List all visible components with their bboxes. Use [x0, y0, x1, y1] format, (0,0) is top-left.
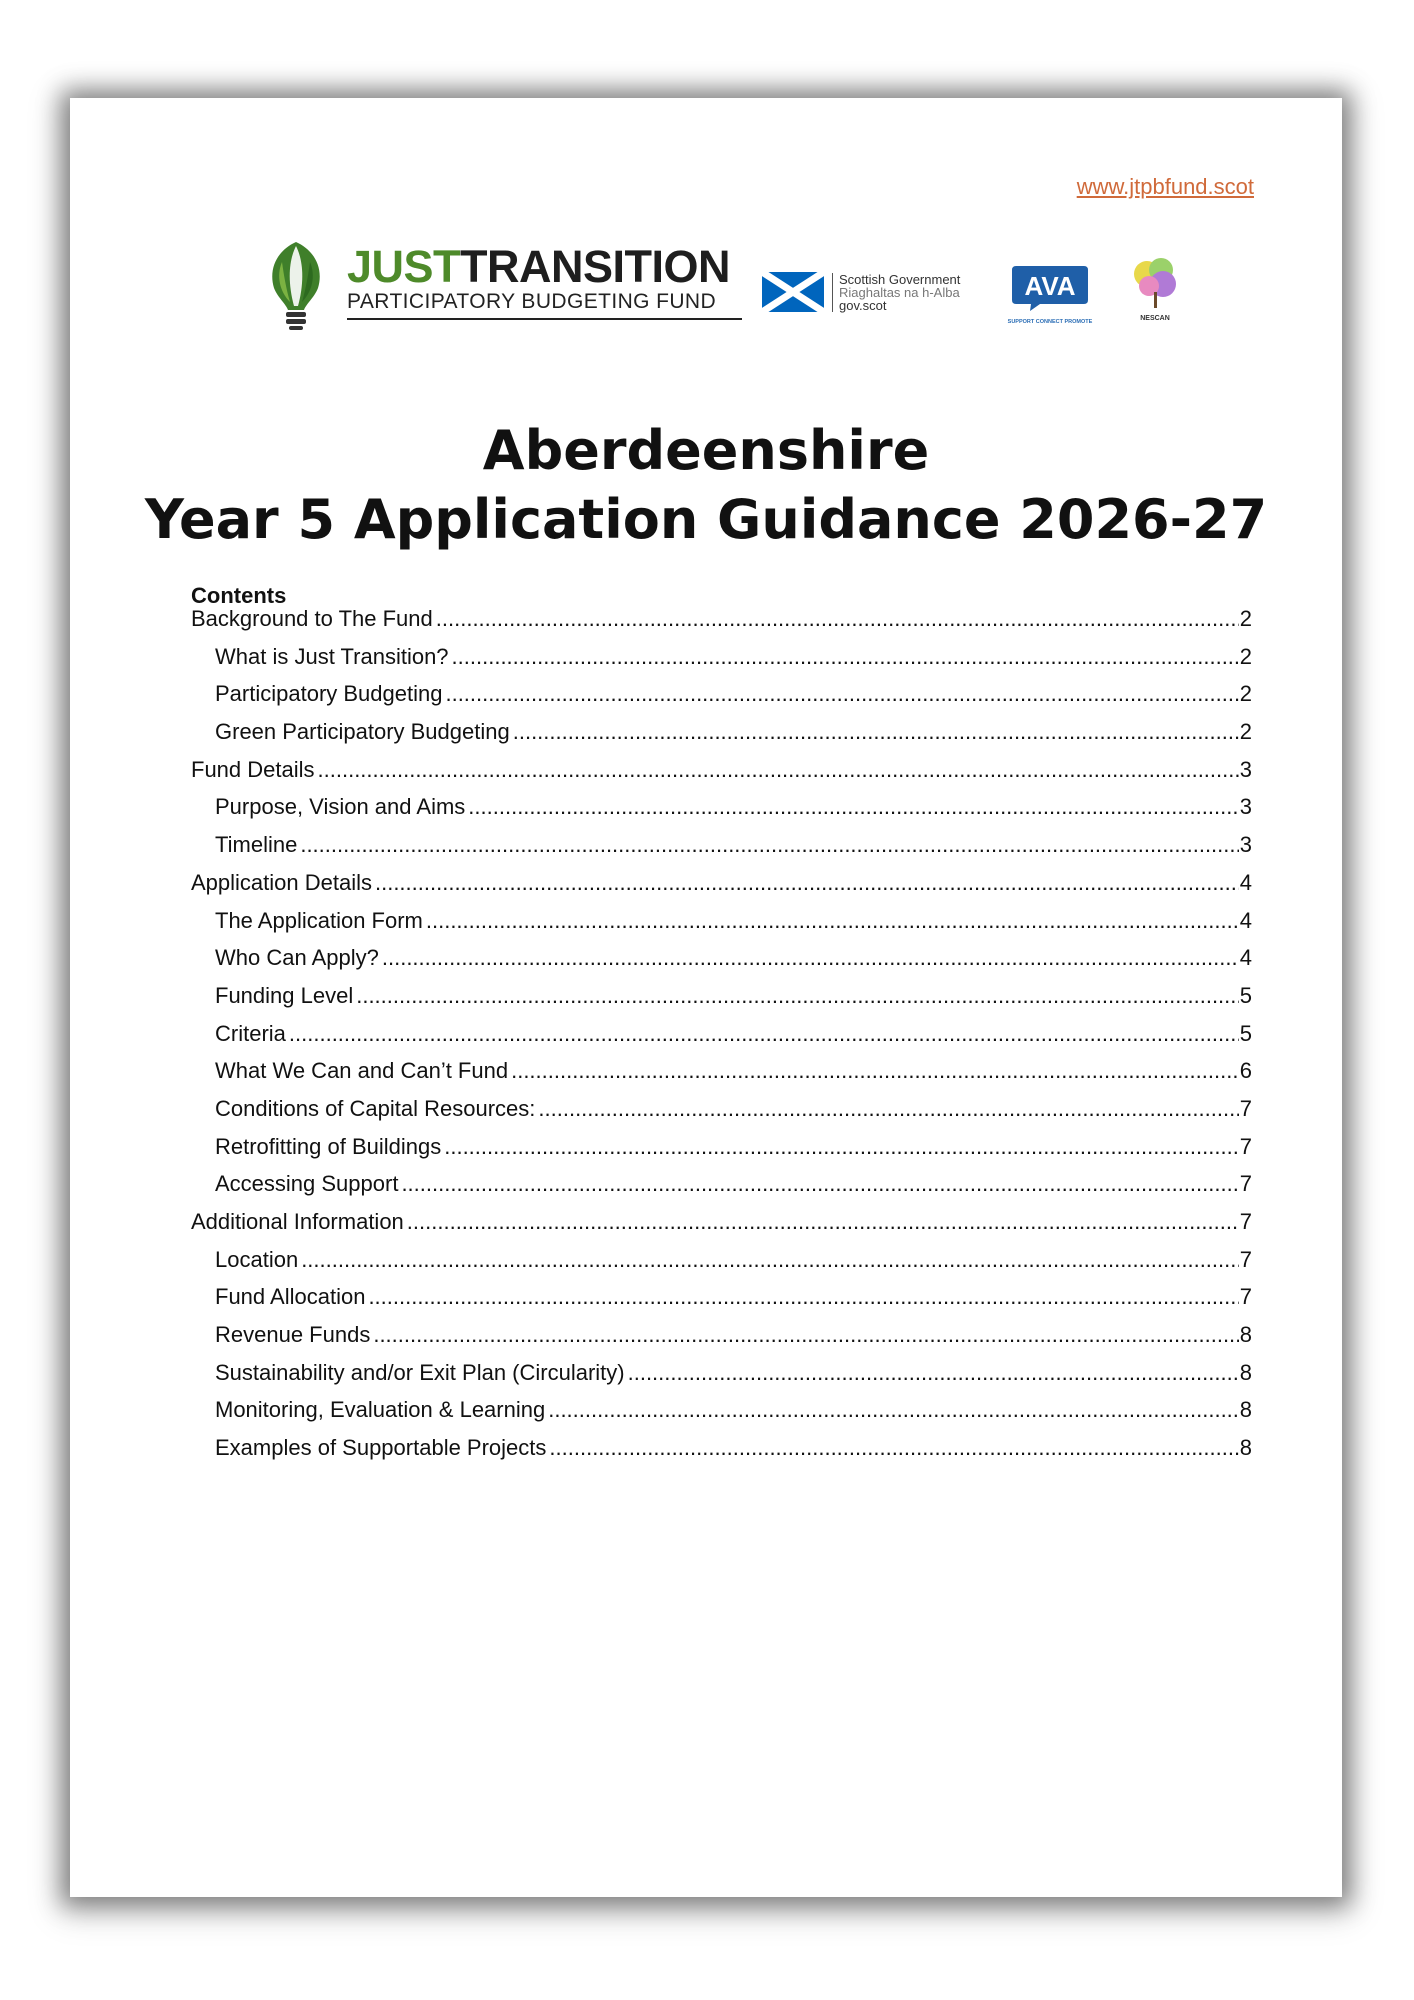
logo-transition-text: TRANSITION [460, 241, 731, 292]
toc-entry-label[interactable]: Conditions of Capital Resources: [215, 1095, 536, 1121]
toc-dot-leader [373, 1322, 1238, 1348]
toc-page-number[interactable]: 8 [1239, 1435, 1252, 1461]
toc-entry[interactable] [191, 1397, 1252, 1435]
toc-entry[interactable] [191, 870, 1252, 908]
toc-entry-label[interactable]: Fund Allocation [215, 1284, 366, 1310]
toc-page-number[interactable]: 4 [1239, 945, 1252, 971]
toc-page-number[interactable]: 8 [1239, 1359, 1252, 1385]
toc-page-number[interactable]: 7 [1239, 1246, 1252, 1272]
toc-dot-leader [549, 1435, 1238, 1461]
toc-page-number[interactable]: 2 [1239, 681, 1252, 707]
toc-entry-label[interactable]: Criteria [215, 1020, 286, 1046]
toc-page-number[interactable]: 7 [1239, 1095, 1252, 1121]
toc-entry-label[interactable]: Who Can Apply? [215, 945, 379, 971]
nescan-tree-icon [1127, 254, 1183, 312]
toc-dot-leader [445, 681, 1238, 707]
toc-entry-label[interactable]: Participatory Budgeting [215, 681, 443, 707]
toc-dot-leader [444, 1134, 1239, 1160]
toc-page-number[interactable]: 5 [1239, 1020, 1252, 1046]
toc-page-number[interactable]: 2 [1239, 606, 1252, 631]
toc-dot-leader [628, 1360, 1239, 1386]
toc-dot-leader [289, 1021, 1239, 1047]
toc-dot-leader [511, 1058, 1239, 1084]
toc-page-number[interactable]: 8 [1239, 1322, 1252, 1348]
toc-entry-label[interactable]: Additional Information [191, 1209, 404, 1234]
toc-entry[interactable] [191, 1058, 1252, 1096]
contents-heading: Contents [191, 583, 287, 608]
toc-entry[interactable] [191, 1360, 1252, 1398]
toc-page-number[interactable]: 7 [1239, 1209, 1252, 1234]
sg-domain: gov.scot [839, 297, 887, 313]
toc-entry[interactable] [191, 908, 1252, 946]
toc-entry[interactable] [191, 1322, 1252, 1360]
ava-tagline: SUPPORT CONNECT PROMOTE [1007, 319, 1093, 325]
table-of-contents [191, 606, 1252, 1473]
toc-entry-label[interactable]: What We Can and Can’t Fund [215, 1058, 509, 1084]
toc-entry[interactable] [191, 983, 1252, 1021]
toc-page-number[interactable]: 2 [1239, 719, 1252, 745]
toc-page-number[interactable]: 3 [1239, 832, 1252, 858]
toc-dot-leader [368, 1284, 1238, 1310]
document-title [70, 416, 1342, 554]
toc-entry-label[interactable]: Sustainability and/or Exit Plan (Circularity) [215, 1359, 625, 1385]
toc-dot-leader [468, 794, 1238, 820]
toc-entry-label[interactable]: Green Participatory Budgeting [215, 719, 510, 745]
toc-entry-label[interactable]: Application Details [191, 869, 372, 895]
toc-dot-leader [513, 719, 1239, 745]
just-transition-wordmark [347, 241, 742, 320]
toc-page-number[interactable]: 4 [1239, 869, 1252, 895]
toc-entry-label[interactable]: What is Just Transition? [215, 643, 449, 669]
toc-dot-leader [356, 983, 1239, 1009]
toc-entry[interactable] [191, 606, 1252, 644]
saltire-flag-icon [762, 272, 824, 312]
nescan-text: NESCAN [1140, 315, 1170, 322]
toc-entry-label[interactable]: Retrofitting of Buildings [215, 1133, 442, 1159]
ava-speech-bubble-icon [1010, 264, 1090, 312]
title-line-2: Year 5 Application Guidance 2026-27 [144, 488, 1268, 551]
nescan-logo [1127, 254, 1183, 322]
logo-subtitle: PARTICIPATORY BUDGETING FUND [347, 290, 717, 313]
toc-entry[interactable] [191, 644, 1252, 682]
toc-entry-label[interactable]: Accessing Support [215, 1171, 399, 1197]
toc-dot-leader [300, 832, 1238, 858]
toc-entry[interactable] [191, 945, 1252, 983]
toc-entry[interactable] [191, 1021, 1252, 1059]
lightbulb-leaf-icon [260, 236, 332, 332]
toc-entry[interactable] [191, 1171, 1252, 1209]
toc-page-number[interactable]: 7 [1239, 1133, 1252, 1159]
toc-dot-leader [452, 644, 1239, 670]
toc-page-number[interactable]: 3 [1239, 756, 1252, 782]
toc-dot-leader [538, 1096, 1238, 1122]
toc-dot-leader [301, 1247, 1239, 1273]
toc-entry[interactable] [191, 1435, 1252, 1473]
logo-strip [260, 236, 1260, 336]
website-link[interactable]: www.jtpbfund.scot [1076, 174, 1254, 199]
toc-entry[interactable] [191, 794, 1252, 832]
toc-entry-label[interactable]: The Application Form [215, 907, 423, 933]
toc-entry[interactable] [191, 1247, 1252, 1285]
sg-gaelic-name: Riaghaltas na h-Alba [839, 284, 960, 300]
toc-page-number[interactable]: 5 [1239, 982, 1252, 1008]
toc-dot-leader [401, 1171, 1238, 1197]
toc-entry[interactable] [191, 1134, 1252, 1172]
logo-just-text: JUST [347, 241, 461, 292]
toc-dot-leader [548, 1397, 1239, 1423]
toc-dot-leader [318, 757, 1239, 783]
toc-entry-label[interactable]: Revenue Funds [215, 1322, 371, 1348]
toc-dot-leader [382, 945, 1239, 971]
toc-page-number[interactable]: 3 [1239, 794, 1252, 820]
sg-name: Scottish Government [839, 271, 961, 287]
toc-dot-leader [436, 606, 1239, 632]
toc-entry-label[interactable]: Purpose, Vision and Aims [215, 794, 466, 820]
toc-entry-label[interactable]: Timeline [215, 832, 298, 858]
toc-entry[interactable] [191, 1284, 1252, 1322]
toc-entry-label[interactable]: Examples of Supportable Projects [215, 1435, 547, 1461]
document-page [70, 98, 1342, 1897]
toc-page-number[interactable]: 7 [1239, 1284, 1252, 1310]
toc-page-number[interactable]: 4 [1239, 907, 1252, 933]
toc-entry-label[interactable]: Monitoring, Evaluation & Learning [215, 1397, 546, 1423]
toc-dot-leader [426, 908, 1239, 934]
toc-entry-label[interactable]: Background to The Fund [191, 606, 433, 631]
toc-page-number[interactable]: 7 [1239, 1171, 1252, 1197]
toc-entry[interactable] [191, 757, 1252, 795]
toc-entry[interactable] [191, 1096, 1252, 1134]
title-line-1: Aberdeenshire [482, 419, 930, 482]
toc-dot-leader [375, 870, 1239, 896]
scottish-government-logo [762, 272, 960, 312]
toc-dot-leader [407, 1209, 1239, 1235]
toc-entry[interactable] [191, 719, 1252, 757]
toc-entry[interactable] [191, 1209, 1252, 1247]
toc-page-number[interactable]: 2 [1239, 643, 1252, 669]
toc-page-number[interactable]: 8 [1239, 1397, 1252, 1423]
toc-entry-label[interactable]: Fund Details [191, 756, 315, 782]
toc-entry-label[interactable]: Funding Level [215, 982, 354, 1008]
toc-entry[interactable] [191, 681, 1252, 719]
toc-entry[interactable] [191, 832, 1252, 870]
toc-entry-label[interactable]: Location [215, 1246, 299, 1272]
ava-text: AVA [1024, 271, 1076, 301]
toc-page-number[interactable]: 6 [1239, 1058, 1252, 1084]
ava-logo [998, 264, 1102, 325]
